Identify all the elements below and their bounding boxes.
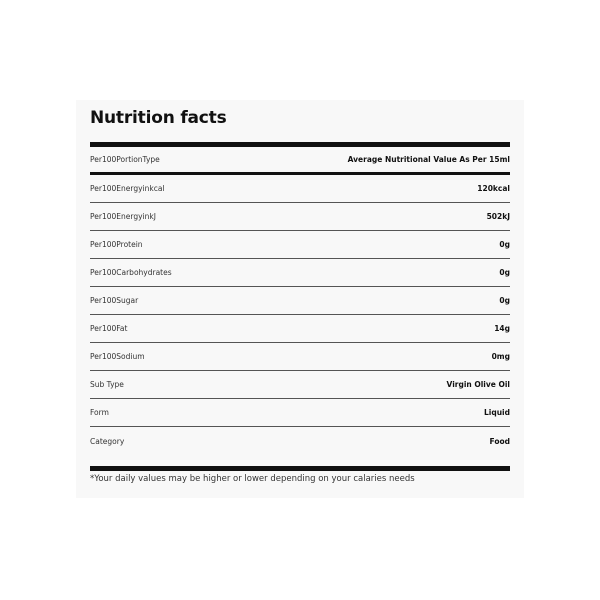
table-row-carbohydrates xyxy=(90,259,510,287)
daily-values-footnote: *Your daily values may be higher or lower depending on your calaries needs xyxy=(90,474,415,484)
table-row-protein xyxy=(90,231,510,259)
table-row-energy-kcal xyxy=(90,175,510,203)
row-label: Per100Carbohydrates xyxy=(90,268,172,277)
row-label: Form xyxy=(90,408,109,417)
bottom-divider xyxy=(90,466,510,471)
table-row-sugar xyxy=(90,287,510,315)
row-value: Liquid xyxy=(484,408,510,417)
table-row-fat xyxy=(90,315,510,343)
row-label: Category xyxy=(90,437,125,446)
table-row-category xyxy=(90,427,510,456)
nutrition-table xyxy=(90,147,510,456)
row-label: Per100PortionType xyxy=(90,155,160,164)
nutrition-facts-title: Nutrition facts xyxy=(90,108,227,128)
row-label: Per100Fat xyxy=(90,324,128,333)
row-label: Per100Sodium xyxy=(90,352,145,361)
row-value: Virgin Olive Oil xyxy=(446,380,510,389)
nutrition-facts-panel xyxy=(76,100,524,498)
row-value: 120kcal xyxy=(477,184,510,193)
table-row-energy-kj xyxy=(90,203,510,231)
row-value: 502kJ xyxy=(486,212,510,221)
row-value: Food xyxy=(489,437,510,446)
row-value: 0g xyxy=(499,240,510,249)
row-value: 0g xyxy=(499,296,510,305)
row-label: Per100Sugar xyxy=(90,296,139,305)
row-value: 14g xyxy=(494,324,510,333)
row-value: Average Nutritional Value As Per 15ml xyxy=(347,155,510,164)
table-header-row xyxy=(90,147,510,175)
table-row-sub-type xyxy=(90,371,510,399)
row-value: 0g xyxy=(499,268,510,277)
row-value: 0mg xyxy=(491,352,510,361)
table-row-form xyxy=(90,399,510,427)
row-label: Per100Energyinkcal xyxy=(90,184,165,193)
row-label: Per100EnergyinkJ xyxy=(90,212,156,221)
row-label: Sub Type xyxy=(90,380,124,389)
row-label: Per100Protein xyxy=(90,240,143,249)
table-row-sodium xyxy=(90,343,510,371)
